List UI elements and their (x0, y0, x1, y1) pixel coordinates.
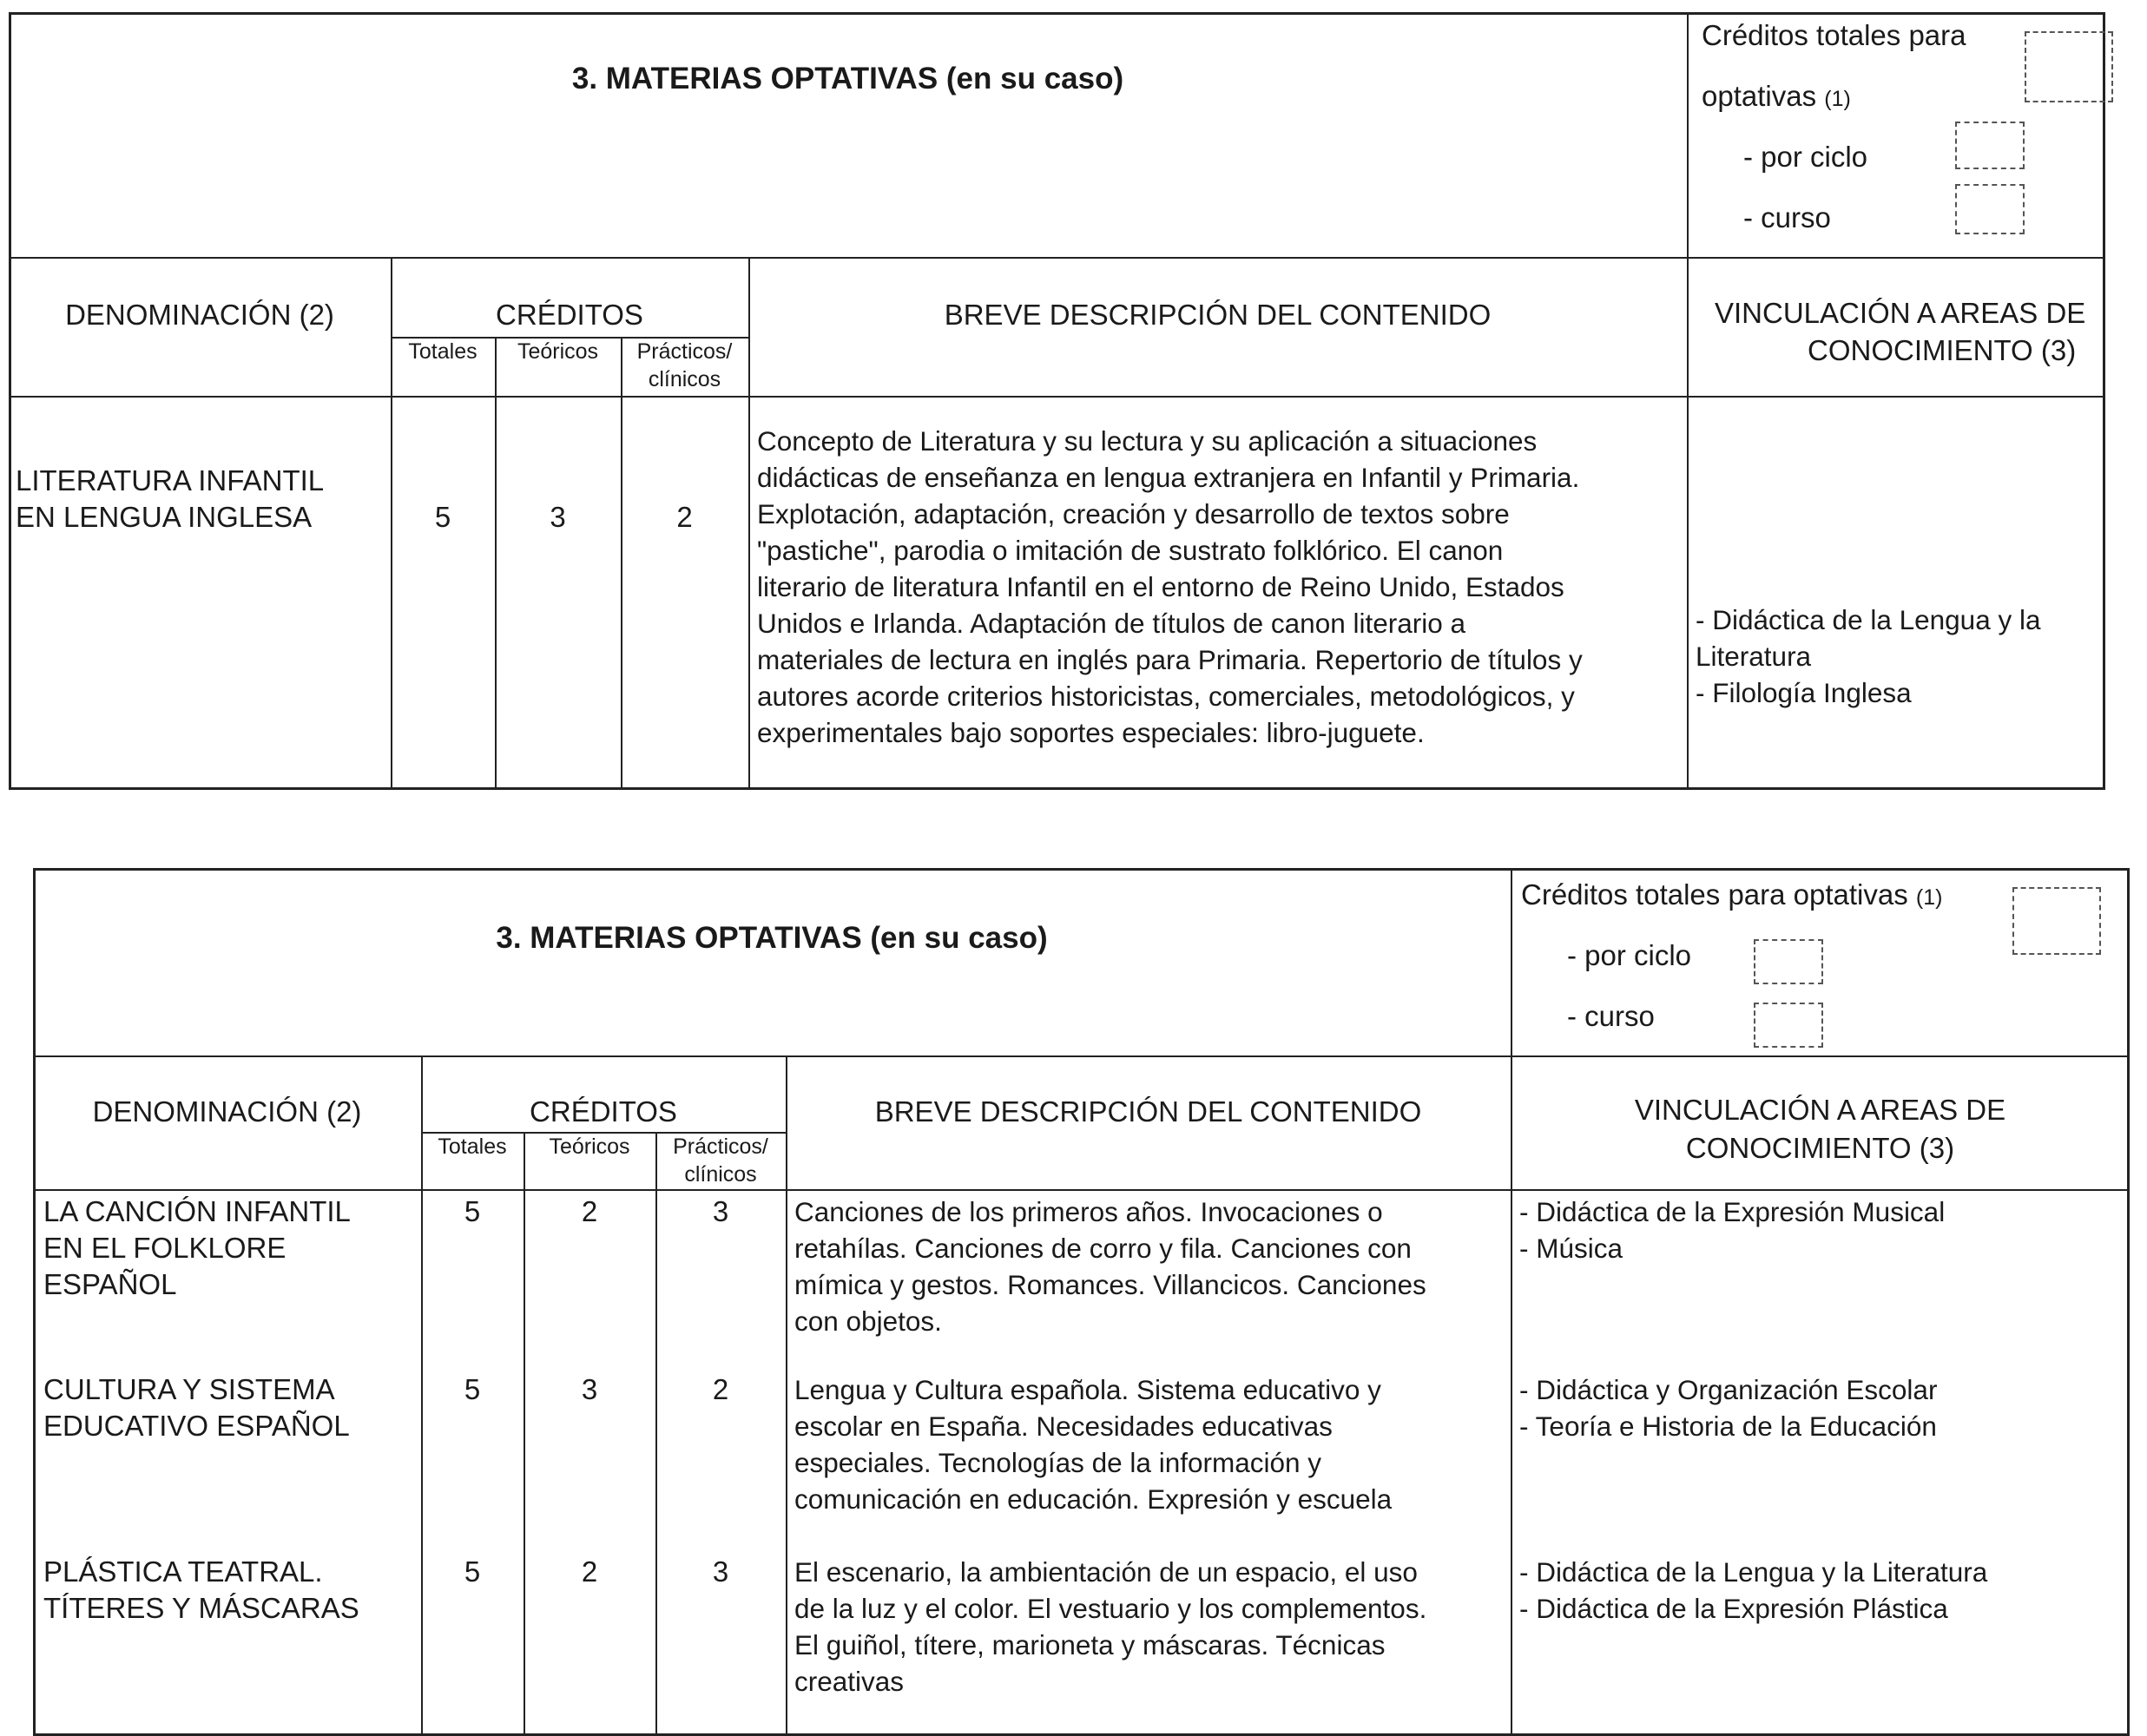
t2-row-divider (33, 1189, 2130, 1191)
t1-header-denominacion: DENOMINACIÓN (2) (65, 299, 334, 331)
t2-row-areas: - Didáctica de la Lengua y la Literatura - Didáctica de la Expresión Plástica (1519, 1556, 1988, 1624)
t2-row-practicos: 2 (712, 1373, 729, 1405)
t2-row-name: CULTURA Y SISTEMA EDUCATIVO ESPAÑOL (43, 1373, 350, 1442)
t1-credits-total-box (2025, 31, 2113, 102)
t2-row-totales: 5 (464, 1555, 481, 1588)
t1-header-teoricos: Teóricos (517, 339, 599, 364)
t1-header-conocimiento: CONOCIMIENTO (3) (1808, 334, 2077, 366)
t2-row-description: Canciones de los primeros años. Invocaciones o retahílas. Canciones de corro y fila. Canciones con mímica y gestos. Romances. Villancicos. Canciones con objetos. (794, 1196, 1426, 1337)
t1-header-practicos: Prácticos/ (636, 339, 733, 364)
t2-credits-label: Créditos totales para optativas (1) (1521, 878, 1943, 911)
t1-por-ciclo: - por ciclo (1743, 141, 1868, 173)
t2-row-teoricos: 2 (581, 1195, 598, 1227)
t2-title: 3. MATERIAS OPTATIVAS (en su caso) (496, 921, 1048, 955)
t2-col-divider (786, 1055, 787, 1736)
t2-header-conocimiento: CONOCIMIENTO (3) (1685, 1132, 1955, 1164)
t2-header-creditos: CRÉDITOS (530, 1095, 677, 1128)
t1-curso-box (1955, 184, 2025, 234)
t2-col-divider (1511, 868, 1512, 1736)
t2-row-totales: 5 (464, 1373, 481, 1405)
t2-row-description: Lengua y Cultura española. Sistema educativo y escolar en España. Necesidades educativas especiales. Tecnologías de la información y comunicación en educación. Expresión y escuela (794, 1374, 1393, 1515)
t2-por-ciclo-box (1754, 939, 1823, 984)
t2-por-ciclo: - por ciclo (1567, 939, 1692, 971)
t2-row-areas: - Didáctica de la Expresión Musical - Música (1519, 1196, 1946, 1264)
t2-curso: - curso (1567, 1000, 1655, 1032)
t1-row-divider (9, 396, 2105, 398)
t1-row-description: Concepto de Literatura y su lectura y su aplicación a situaciones didácticas de enseñanza en lengua extranjera en Infantil y Primaria. Explotación, adaptación, creación y desarrollo de textos sobre "pastiche", parodia o imitación de sustrato folklórico. El canon literario de literatura Infantil en el entorno de Reino Unido, Estados Unidos e Irlanda. Adaptación de títulos de canon literario a materiales de lectura en inglés para Primaria. Repertorio de títulos y autores acorde criterios historicistas, comerciales, metodológicos, y experimentales bajo soportes especiales: libro-juguete. (757, 425, 1583, 748)
t1-por-ciclo-box (1955, 122, 2025, 169)
t1-title: 3. MATERIAS OPTATIVAS (en su caso) (571, 62, 1124, 95)
t1-col-divider (495, 337, 497, 790)
t1-credits-label-1: Créditos totales para (1702, 19, 1966, 51)
t1-col-divider (748, 257, 750, 790)
t2-header-descripcion: BREVE DESCRIPCIÓN DEL CONTENIDO (874, 1095, 1422, 1128)
t1-row-divider (9, 257, 2105, 259)
t1-row-name: LITERATURA INFANTIL EN LENGUA INGLESA (16, 464, 325, 533)
t1-row-practicos: 2 (676, 501, 693, 533)
t1-col-divider (1687, 12, 1689, 790)
t1-curso: - curso (1743, 201, 1831, 233)
t2-header-clinicos: clínicos (684, 1162, 757, 1187)
t2-row-teoricos: 3 (581, 1373, 598, 1405)
t2-row-name: LA CANCIÓN INFANTIL EN EL FOLKLORE ESPAÑOL (43, 1195, 351, 1300)
t2-header-totales: Totales (438, 1134, 507, 1159)
t1-header-creditos: CRÉDITOS (496, 299, 643, 331)
t2-row-areas: - Didáctica y Organización Escolar - Teoría e Historia de la Educación (1519, 1374, 1938, 1442)
t1-row-areas: - Didáctica de la Lengua y la Literatura - Filología Inglesa (1696, 604, 2041, 708)
t1-header-vinculacion: VINCULACIÓN A AREAS DE (1715, 297, 2086, 329)
t2-header-denominacion: DENOMINACIÓN (2) (92, 1095, 362, 1128)
t2-row-practicos: 3 (712, 1555, 729, 1588)
t2-row-teoricos: 2 (581, 1555, 598, 1588)
t1-header-clinicos: clínicos (648, 367, 721, 391)
t1-header-totales: Totales (408, 339, 477, 364)
t2-header-vinculacion: VINCULACIÓN A AREAS DE (1634, 1094, 2006, 1126)
t1-credits-label-2: optativas (1) (1702, 80, 1851, 112)
t1-col-divider (621, 337, 622, 790)
t2-header-teoricos: Teóricos (549, 1134, 630, 1159)
t2-curso-box (1754, 1003, 1823, 1048)
t2-credits-total-box (2012, 887, 2101, 955)
t2-row-description: El escenario, la ambientación de un espacio, el uso de la luz y el color. El vestuario y los complementos. El guiñol, títere, marioneta y máscaras. Técnicas creativas (794, 1556, 1427, 1697)
t2-row-name: PLÁSTICA TEATRAL. TÍTERES Y MÁSCARAS (43, 1555, 359, 1624)
t1-row-teoricos: 3 (550, 501, 566, 533)
t1-row-totales: 5 (434, 501, 451, 533)
t2-row-totales: 5 (464, 1195, 481, 1227)
t2-header-practicos: Prácticos/ (673, 1134, 768, 1159)
t1-header-descripcion: BREVE DESCRIPCIÓN DEL CONTENIDO (944, 299, 1492, 331)
t2-row-practicos: 3 (712, 1195, 729, 1227)
t2-row-divider (33, 1055, 2130, 1057)
